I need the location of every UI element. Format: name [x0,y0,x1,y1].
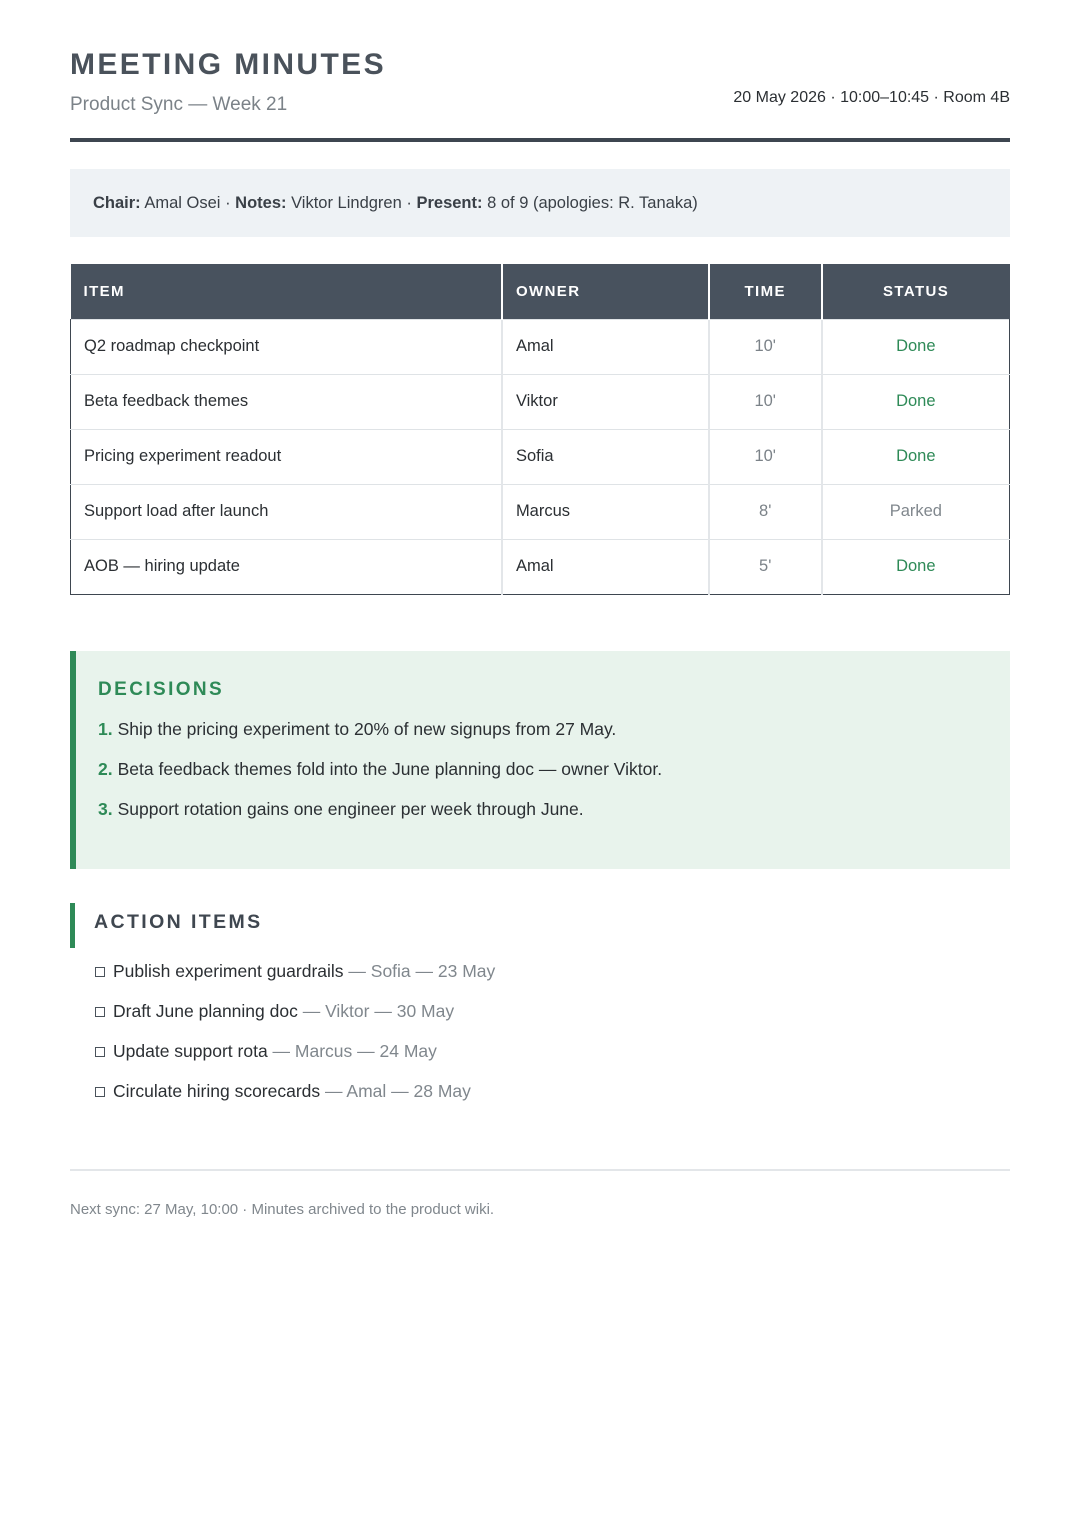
action-item [95,1001,1010,1041]
present-count: 8 of 9 (apologies: R. Tanaka) [487,193,698,212]
item-cell: AOB — hiring update [71,539,502,594]
item-cell: Beta feedback themes [71,374,502,429]
decision-number: 1. [98,719,113,739]
owner-cell: Marcus [502,484,709,539]
item-cell: Q2 roadmap checkpoint [71,319,502,374]
time-cell: 10' [709,319,822,374]
action-task: Draft June planning doc [113,1001,298,1021]
action-task: Publish experiment guardrails [113,961,344,981]
owner-cell: Sofia [502,429,709,484]
column-header-status: STATUS [822,264,1010,319]
separator: · [406,193,412,212]
checkbox-icon[interactable] [95,967,105,977]
decision-item [98,798,988,838]
status-cell: Done [822,319,1010,374]
action-detail: — Amal — 28 May [320,1081,471,1101]
present-label: Present: [416,193,483,212]
status-cell: Done [822,429,1010,484]
notes-name: Viktor Lindgren [291,193,402,212]
agenda-header-row [71,264,1010,319]
action-items-heading: ACTION ITEMS [70,903,1010,948]
owner-cell: Amal [502,539,709,594]
attendance-bar [70,169,1010,237]
decisions-heading: DECISIONS [98,679,225,700]
decision-text: Beta feedback themes fold into the June planning doc — owner Viktor. [117,759,663,779]
item-cell: Pricing experiment readout [71,429,502,484]
action-item [95,961,1010,1001]
decision-item [98,758,988,798]
decision-text: Support rotation gains one engineer per week through June. [117,799,584,819]
action-items-section [70,903,1010,1121]
action-task: Update support rota [113,1041,268,1061]
decisions-list [98,718,988,838]
action-detail: — Marcus — 24 May [267,1041,437,1061]
table-row [71,429,1010,484]
time-cell: 10' [709,374,822,429]
notes-label: Notes: [235,193,287,212]
table-row [71,374,1010,429]
checkbox-icon[interactable] [95,1047,105,1057]
decision-item [98,718,988,758]
decisions-panel [70,651,1010,869]
separator: · [225,193,231,212]
decision-text: Ship the pricing experiment to 20% of new signups from 27 May. [117,719,617,739]
document-header [70,0,1010,142]
checkbox-icon[interactable] [95,1007,105,1017]
agenda-table [70,264,1010,595]
column-header-owner: OWNER [502,264,709,319]
action-items-list [70,961,1010,1121]
status-cell: Done [822,374,1010,429]
page-title: MEETING MINUTES [70,48,387,81]
item-cell: Support load after launch [71,484,502,539]
footer-note: Next sync: 27 May, 10:00 · Minutes archived to the product wiki. [70,1169,1010,1218]
table-row [71,319,1010,374]
time-cell: 8' [709,484,822,539]
column-header-time: TIME [709,264,822,319]
meeting-meta: 20 May 2026 · 10:00–10:45 · Room 4B [733,89,1010,106]
decision-number: 2. [98,759,113,779]
owner-cell: Viktor [502,374,709,429]
decision-number: 3. [98,799,113,819]
chair-label: Chair: [93,193,141,212]
table-row [71,539,1010,594]
owner-cell: Amal [502,319,709,374]
time-cell: 5' [709,539,822,594]
chair-name: Amal Osei [144,193,221,212]
time-cell: 10' [709,429,822,484]
action-item [95,1081,1010,1121]
column-header-item: ITEM [71,264,502,319]
page-subtitle: Product Sync — Week 21 [70,94,288,115]
checkbox-icon[interactable] [95,1087,105,1097]
minutes-page [70,0,1010,1218]
status-cell: Done [822,539,1010,594]
table-row [71,484,1010,539]
action-task: Circulate hiring scorecards [113,1081,321,1101]
status-cell: Parked [822,484,1010,539]
action-item [95,1041,1010,1081]
action-detail: — Sofia — 23 May [343,961,496,981]
action-detail: — Viktor — 30 May [297,1001,455,1021]
